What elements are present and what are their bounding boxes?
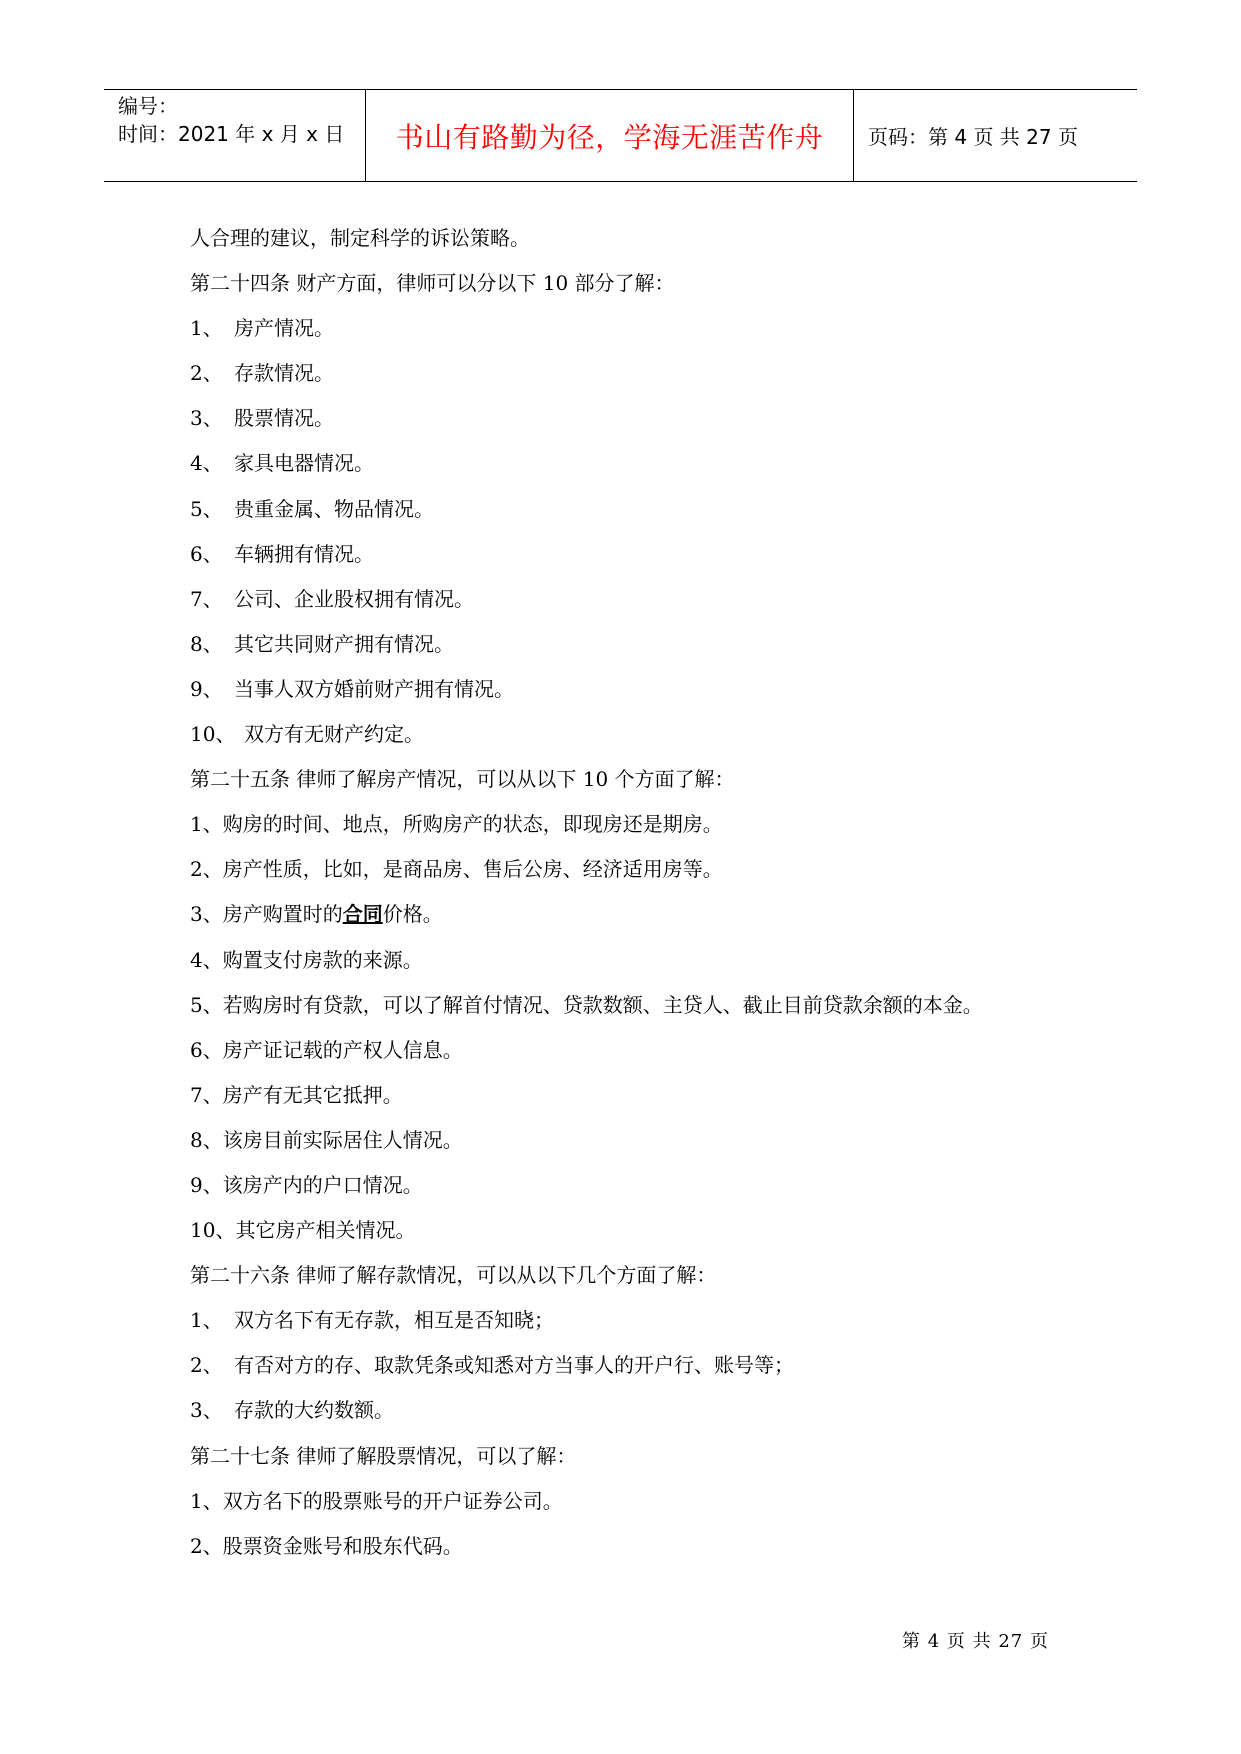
list-text: 家具电器情况。 — [234, 451, 374, 476]
list-text: 存款情况。 — [234, 361, 334, 386]
list-text: 3、房产购置时的 — [190, 902, 343, 927]
list-item: 5、若购房时有贷款，可以了解首付情况、贷款数额、主贷人、截止目前贷款余额的本金。 — [190, 992, 983, 1017]
list-text: 其它共同财产拥有情况。 — [234, 631, 454, 656]
header-motto: 书山有路勤为径，学海无涯苦作舟 — [366, 90, 854, 181]
list-text: 当事人双方婚前财产拥有情况。 — [234, 676, 514, 701]
list-item — [190, 577, 1090, 622]
list-number: 9、 — [190, 676, 223, 701]
list-text: 价格。 — [382, 902, 443, 927]
list-text: 车辆拥有情况。 — [234, 541, 374, 566]
list-item — [190, 441, 1090, 486]
page-header — [104, 89, 1137, 182]
article-26-heading: 第二十六条 律师了解存款情况，可以从以下几个方面了解： — [190, 1263, 717, 1288]
list-item: 9、该房产内的户口情况。 — [190, 1172, 423, 1197]
list-text: 房产情况。 — [234, 316, 334, 341]
list-item — [190, 622, 1090, 667]
list-item — [190, 396, 1090, 441]
list-item — [190, 306, 1090, 351]
list-number: 3、 — [190, 406, 223, 431]
list-item — [190, 1298, 1090, 1343]
list-item: 2、房产性质，比如，是商品房、售后公房、经济适用房等。 — [190, 857, 723, 882]
list-item: 1、双方名下的股票账号的开户证券公司。 — [190, 1488, 563, 1513]
list-number: 3、 — [190, 1398, 223, 1423]
list-number: 7、 — [190, 586, 223, 611]
list-number: 1、 — [190, 316, 223, 341]
list-item: 8、该房目前实际居住人情况。 — [190, 1127, 463, 1152]
header-page-code: 页码：第 4 页 共 27 页 — [868, 125, 1078, 149]
list-item — [190, 487, 1090, 532]
list-text: 股票情况。 — [234, 406, 334, 431]
list-item — [190, 1388, 1090, 1433]
list-text: 双方有无财产约定。 — [244, 722, 424, 747]
list-item: 6、房产证记载的产权人信息。 — [190, 1037, 463, 1062]
list-item — [190, 351, 1090, 396]
article-27-heading: 第二十七条 律师了解股票情况，可以了解： — [190, 1443, 577, 1468]
contract-link[interactable]: 合同 — [342, 902, 383, 927]
list-text: 双方名下有无存款，相互是否知晓； — [234, 1308, 554, 1333]
list-item — [190, 892, 1090, 937]
list-number: 1、 — [190, 1308, 223, 1333]
article-24-heading: 第二十四条 财产方面，律师可以分以下 10 部分了解： — [190, 271, 675, 296]
list-item: 2、股票资金账号和股东代码。 — [190, 1533, 463, 1558]
page-footer: 第 4 页 共 27 页 — [902, 1631, 1049, 1652]
list-item: 7、房产有无其它抵押。 — [190, 1082, 403, 1107]
list-number: 4、 — [190, 451, 223, 476]
list-number: 2、 — [190, 1353, 223, 1378]
time-label: 时间：2021 年 x 月 x 日 — [118, 122, 345, 146]
list-item — [190, 1343, 1090, 1388]
header-meta — [104, 90, 366, 181]
list-item: 1、购房的时间、地点，所购房产的状态，即现房还是期房。 — [190, 812, 723, 837]
list-item — [190, 667, 1090, 712]
list-item — [190, 532, 1090, 577]
list-number: 8、 — [190, 631, 223, 656]
list-item — [190, 712, 1090, 757]
list-item: 10、其它房产相关情况。 — [190, 1218, 416, 1243]
code-label: 编号： — [118, 94, 178, 118]
list-text: 贵重金属、物品情况。 — [234, 496, 434, 521]
list-number: 10、 — [190, 722, 236, 747]
list-number: 5、 — [190, 496, 223, 521]
list-number: 2、 — [190, 361, 223, 386]
list-text: 公司、企业股权拥有情况。 — [234, 586, 474, 611]
list-number: 6、 — [190, 541, 223, 566]
article-25-heading: 第二十五条 律师了解房产情况，可以从以下 10 个方面了解： — [190, 767, 735, 792]
list-text: 有否对方的存、取款凭条或知悉对方当事人的开户行、账号等； — [234, 1353, 794, 1378]
paragraph: 人合理的建议，制定科学的诉讼策略。 — [190, 226, 530, 250]
list-text: 存款的大约数额。 — [234, 1398, 394, 1423]
document-body — [190, 216, 1090, 1569]
list-item: 4、购置支付房款的来源。 — [190, 947, 423, 972]
